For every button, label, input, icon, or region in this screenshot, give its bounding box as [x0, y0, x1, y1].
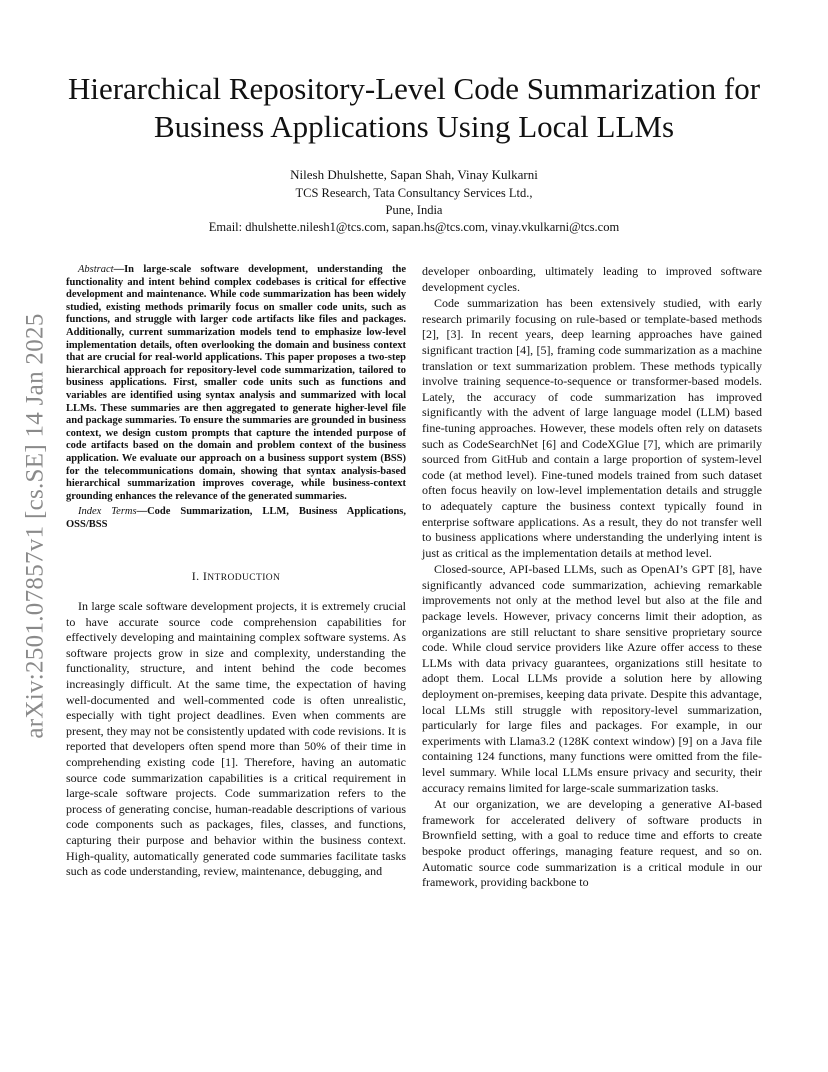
- affiliation-line-2: Pune, India: [385, 203, 443, 217]
- body-paragraph: Closed-source, API-based LLMs, such as OpenAI’s GPT [8], have significantly advanced code summarization, achieving remarkable improvements not only at the method level but also at the file and package levels. However, privacy concerns limit their adoption, as organizations are still reluctant to share sensitive proprietary source code. While cloud service providers like Azure offer access to these LLMs with data privacy guarantees, organizations still hesitate to adopt them. Local LLMs provide a solution here by allowing deployment on-premises, keeping data private. Despite this advantage, local LLMs still struggle with repository-level summarization, particularly for large files and packages. For example, in our experiments with Llama3.2 (128K context window) [9] on a Java file containing 124 functions, many functions were omitted from the file-level summary. While local LLMs ensure privacy and security, their accuracy remains limited for large-scale summarization tasks.: [422, 562, 762, 795]
- arxiv-identifier-stamp: [16, 296, 56, 756]
- author-emails: Email: dhulshette.nilesh1@tcs.com, sapan.hs@tcs.com, vinay.vkulkarni@tcs.com: [208, 220, 620, 234]
- affiliation-line-1: TCS Research, Tata Consultancy Services Ltd.,: [295, 186, 533, 200]
- body-paragraph: Code summarization has been extensively studied, with early research primarily focusing on rule-based or template-based methods [2], [3]. In recent years, deep learning approaches have gained significant traction [4], [5], framing code summarization as a machine translation or text summarization problem. These methods typically involve training sequence-to-sequence or transformer-based models. Lately, the accuracy of code summarization has improved significantly with the advent of large language model (LLM) based fine-tuning approaches. However, these models often rely on datasets such as CodeSearchNet [6] and CodeXGlue [7], which are primarily sourced from GitHub and contain a large proportion of system-level code (at method level). Fine-tuned models trained from such dataset often focus heavily on low-level implementation details and struggle to adequately capture the business context typically found in enterprise software applications. As a result, they do not transfer well to business applications where understanding the underlying intent is just as critical as the implementation details at method level.: [422, 296, 762, 560]
- body-paragraph: developer onboarding, ultimately leading to improved software development cycles.: [422, 264, 762, 294]
- body-paragraph: At our organization, we are developing a generative AI-based framework for accelerated delivery of software products in Brownfield setting, with a goal to reduce time and efforts to create bespoke product offerings, managing feature request, and so on. Automatic source code summarization is a critical module in our framework, providing backbone to: [422, 797, 762, 890]
- arxiv-identifier-text: arXiv:2501.07857v1 [cs.SE] 14 Jan 2025: [22, 313, 49, 739]
- index-terms: [66, 506, 406, 531]
- index-terms-text: —Code Summarization, LLM, Business Applications, OSS/BSS: [66, 506, 407, 530]
- author-names: Nilesh Dhulshette, Sapan Shah, Vinay Kulkarni: [290, 167, 538, 182]
- section-heading-introduction: I. INTRODUCTION: [191, 569, 281, 584]
- left-column: [66, 264, 406, 881]
- right-column: [422, 264, 762, 892]
- index-terms-label: Index Terms: [78, 506, 137, 518]
- abstract: [66, 264, 406, 503]
- abstract-text: —In large-scale software development, understanding the functionality and intent behind complex codebases is critical for effective development and maintenance. While code summarization has been widely studied, existing methods primarily focus on smaller code units, such as functions, and struggle with larger code artifacts like files and packages. Additionally, current summarization models tend to emphasize low-level implementation details, often overlooking the domain and business context that are crucial for real-world applications. This paper proposes a two-step hierarchical approach for repository-level code summarization, tailored to business applications. First, smaller code units such as functions and variables are identified using syntax analysis and summarized with local LLMs. These summaries are then aggregated to generate higher-level file and package summaries. To ensure the summaries are grounded in business context, we design custom prompts that capture the intended purpose of code artifacts based on the domain and problem context of the business application. We evaluate our approach on a business support system (BSS) for the telecommunications domain, showing that syntax analysis-based hierarchical summarization improves coverage, while business-context grounding enhances the relevance of the generated summaries.: [66, 264, 406, 502]
- body-paragraph: In large scale software development projects, it is extremely crucial to have accurate source code comprehension capabilities for effectively developing and maintaining complex software systems. As software projects grow in size and complexity, understanding the functionality, structure, and intent behind the code becomes increasingly difficult. At the same time, the expectation of having well-documented and well-commented code is often unrealistic, especially with tight project deadlines. Even when comments are present, they may not be consistently updated with code revisions. It is reported that developers often spend more than 50% of their time in comprehending existing code [1]. Therefore, having an automatic source code summarization capabilities is a critical requirement in large-scale software projects. Code summarization refers to the process of generating concise, human-readable descriptions of various code components such as packages, files, classes, and functions, capturing their purpose and behavior within the business context. High-quality, automatically generated code summaries facilitate tasks such as code understanding, review, maintenance, debugging, and: [66, 599, 406, 879]
- author-block: [0, 166, 828, 236]
- paper-title: Hierarchical Repository-Level Code Summarization for Business Applications Using Local LLMs: [67, 71, 761, 144]
- abstract-label: Abstract: [78, 264, 114, 275]
